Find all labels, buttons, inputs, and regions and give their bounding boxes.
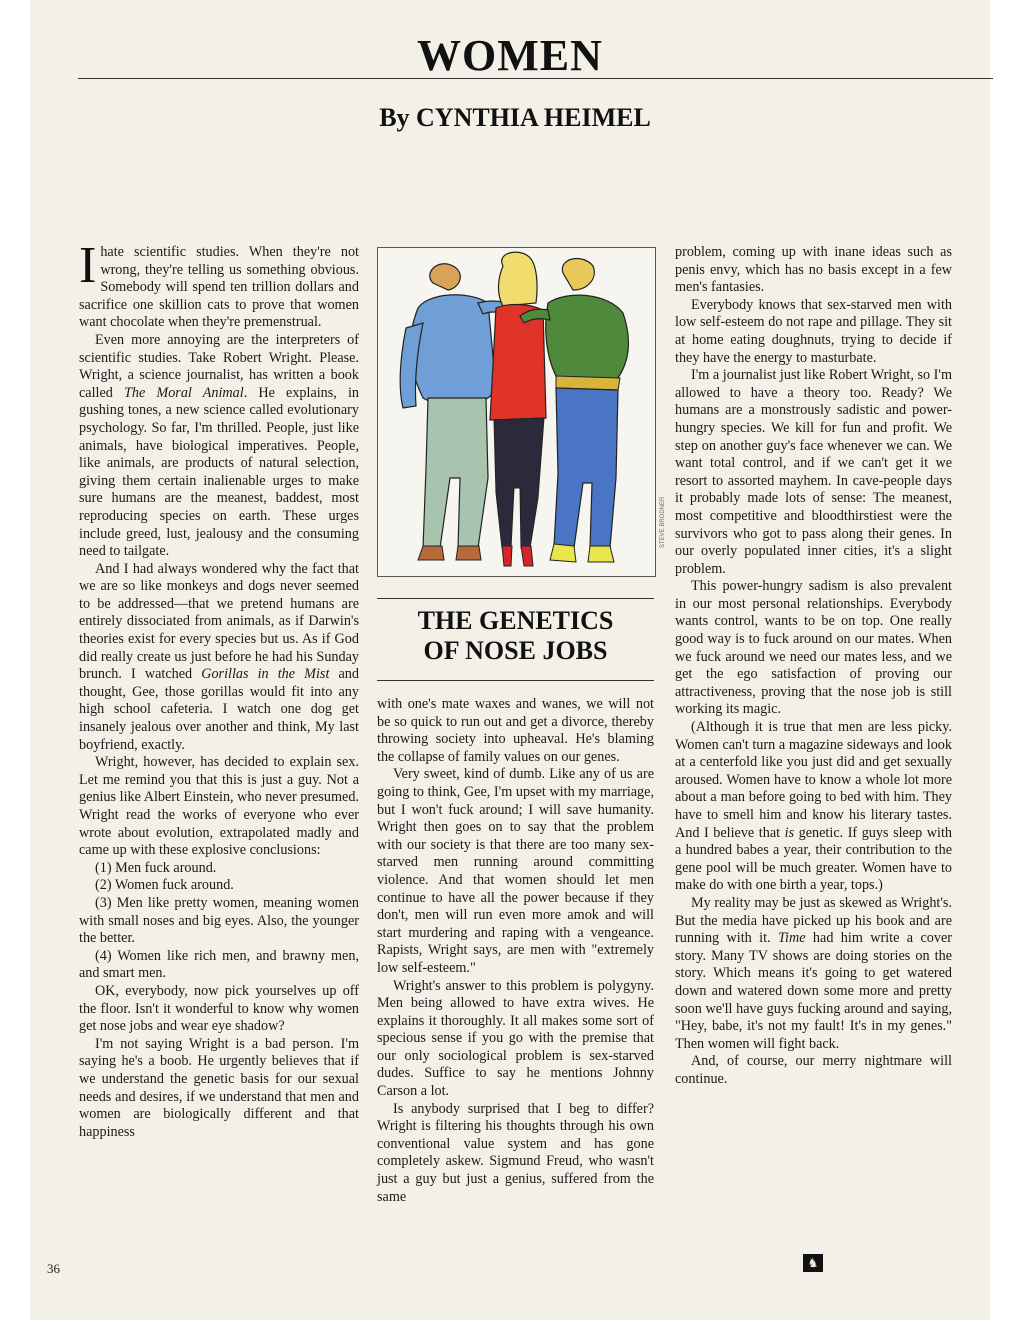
list-item: (2) Women fuck around. [95,877,234,894]
column-3 [675,244,952,1089]
paragraph: My reality may be just as skewed as Wright's. But the media have picked up his book and are running with it. Time had him write a cover story. Many TV shows are doing stories on the story. Which means it's going to get watered down and watered down some more and pretty soon we'll have guys fucking around and saying, "Hey, babe, it's not my fault! It's in my genes." Then women will fight back. [675,894,952,1052]
list-item: (1) Men fuck around. [95,859,217,876]
paragraph: Even more annoying are the interpreters of scientific studies. Take Robert Wright. Please. Wright, a science journalist, has written a book called The Moral Animal. He explains, in gushing tones, a new science called evolutionary psychology. So far, I'm thrilled. People, just like animals, have biological imperatives. People, like animals, are products of natural selection, giving them certain inalienable urges to make sure humans are the meanest, baddest, most reproducing species on earth. These urges include greed, lust, jealousy and the consuming need to tailgate. [79,331,359,560]
woman-center-figure [490,252,546,566]
paragraph: Wright, however, has decided to explain sex. Let me remind you that this is just a guy. Not a genius like Albert Einstein, who never presumed. Wright read the works of everyone who ever wrote about evolution, extrapolated madly and came up with these explosive conclusions: [79,754,359,859]
subhead-line-2: OF NOSE JOBS [423,636,608,665]
paragraph: (Although it is true that men are less picky. Women can't turn a magazine sideways and look at a centerfold like you just did and get sexually aroused. Women have to know a whole lot more about a man before going to bed with him. They have to smell him and know his literary tastes. And I believe that is genetic. If guys sleep with a hundred babes a year, their contribution to the gene pool will be much greater. Women have to make do with one birth a year, tops.) [675,719,952,894]
magazine-title: Time [777,930,806,947]
page-title: WOMEN [417,31,603,80]
paragraph: This power-hungry sadism is also prevalent in our most personal relationships. Everybody wants control, wants to be on top. One really good way is to fuck around on our mates. When we fuck around we need our mates less, and we get the ego satisfaction of proving our attractiveness, proving that the nose job is still working its magic. [675,578,952,718]
three-figures-illustration [378,248,655,576]
illustration [377,247,656,577]
book-title: The Moral Animal [123,384,244,401]
paragraph: I'm not saying Wright is a bad person. I'm saying he's a boob. He urgently believes that if we understand the genetic basis for our sexual needs and desires, if we understand that men and women are biologically different and that happiness [79,1035,359,1140]
list-item: (3) Men like pretty women, meaning women with small noses and big eyes. Also, the younger the better. [79,894,359,947]
subhead-line-1: THE GENETICS [417,606,614,635]
subhead-rule-top [377,598,654,599]
paragraph: And, of course, our merry nightmare will continue. [675,1053,952,1087]
paragraph: Is anybody surprised that I beg to differ? Wright is filtering his thoughts through his own conventional value system and has gone completely askew. Sigmund Freud, who wasn't just a guy but just a genius, suffered from the same [377,1100,654,1205]
paragraph: Everybody knows that sex-starved men with low self-esteem do not rape and pillage. They sit at home eating doughnuts, trying to decide if they have the energy to masturbate. [675,296,952,366]
paragraph: Wright's answer to this problem is polygyny. Men being allowed to have extra wives. He explains it thoroughly. It all makes some sort of specious sense if you go with the premise that our only sociological problem is sex-starved dudes. Suffice to say he mentions Johnny Carson a lot. [377,977,654,1100]
paragraph: I'm a journalist just like Robert Wright, so I'm allowed to have a theory too. Ready? We humans are a monstrously sadistic and power-hungry species. We kill for fun and profit. We step on another guy's face whenever we can. We want total control, and if we can't get it we resort to assorted mayhem. In cave-people days it probably made lots of sense: The meanest, most competitive and bloodthirstiest were the survivors who got to pass along their genes. In our overly populated inner cities, it's a slight problem. [675,367,952,577]
illustration-credit: STEVE BRODNER [660,496,666,548]
page-number: 36 [47,1261,60,1276]
title-rule [78,78,993,79]
paragraph: with one's mate waxes and wanes, we will not be so quick to run out and get a divorce, thereby throwing society into upheaval. He's blaming the collapse of family values on our genes. [377,696,654,765]
paragraph: OK, everybody, now pick yourselves up off the floor. Isn't it wonderful to know why women get nose jobs and wear eye shadow? [79,982,359,1035]
list-item: (4) Women like rich men, and brawny men, and smart men. [79,947,359,982]
column-1 [79,237,359,1141]
subhead [377,606,654,666]
paragraph: problem, coming up with inane ideas such as penis envy, which has no basis except in a few men's fantasies. [675,244,952,296]
paragraph: Ihate scientific studies. When they're not wrong, they're telling us something obvious. Somebody will spend ten trillion dollars and sacrifice one skillion cats to prove that women want chocolate when they're premenstrual. [79,237,359,331]
subhead-rule-bottom [377,680,654,681]
byline: By CYNTHIA HEIMEL [379,103,651,132]
playboy-bunny-icon: ♞ [803,1254,823,1272]
column-2 [377,696,654,1206]
paragraph: Very sweet, kind of dumb. Like any of us are going to think, Gee, I'm upset with my marriage, but I won't fuck around; I will save humanity. Wright then goes on to say that the problem with our society is that there are too many sex-starved men running around committing violence. And that women should let men continue to have all the power because if they don't, men will run even more amok and will start murdering and raping with a vengeance. Rapists, Wright says, are men with "extremely low self-esteem." [377,766,654,976]
paragraph: And I had always wondered why the fact that we are so like monkeys and dogs never seemed to be addressed—that we pretend humans are entirely dissociated from animals, as if Darwin's theories exist for every species but us. As if God did really create us just before he had his Sunday brunch. I watched Gorillas in the Mist and thought, Gee, those gorillas would fit into any high school cafeteria. I watch one dog get insanely jealous over another and think, My last boyfriend, exactly. [79,560,359,753]
drop-cap: I [79,237,97,294]
film-title: Gorillas in the Mist [201,666,330,683]
